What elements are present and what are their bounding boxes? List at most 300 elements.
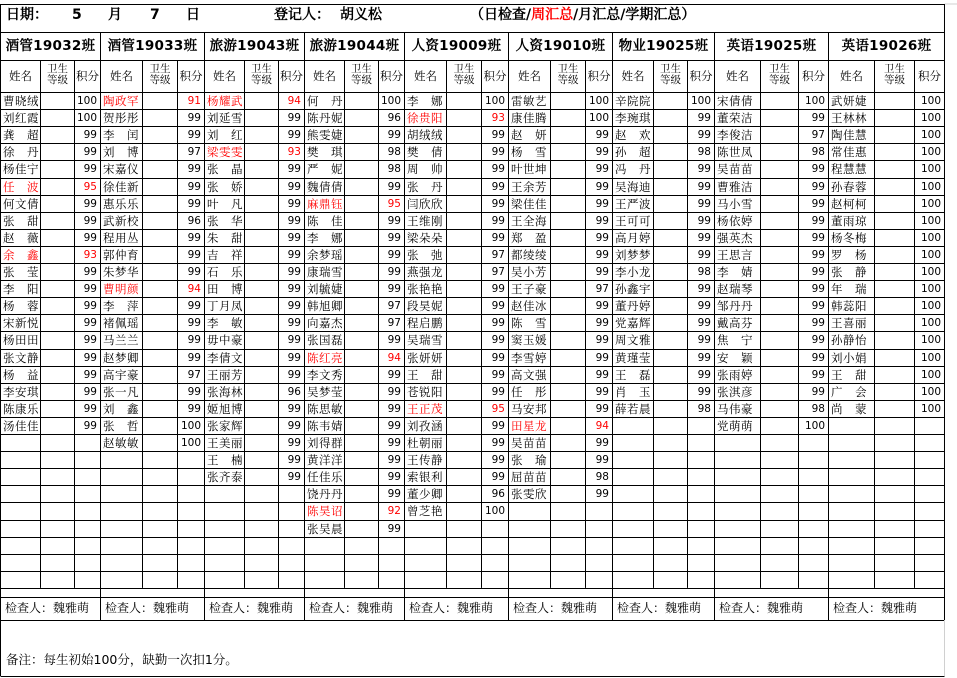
hygiene-cell[interactable] bbox=[875, 247, 914, 263]
student-score[interactable]: 98 bbox=[697, 403, 711, 415]
hygiene-cell[interactable] bbox=[447, 469, 481, 485]
student-name[interactable]: 张吴晨 bbox=[307, 522, 343, 536]
student-score[interactable]: 99 bbox=[811, 232, 825, 244]
student-name[interactable]: 年 瑞 bbox=[831, 282, 867, 296]
student-name[interactable]: 孙 超 bbox=[615, 145, 651, 159]
hygiene-cell[interactable] bbox=[551, 350, 585, 366]
student-score[interactable]: 99 bbox=[83, 198, 97, 210]
student-score[interactable]: 99 bbox=[811, 317, 825, 329]
student-score[interactable]: 99 bbox=[187, 386, 201, 398]
student-score[interactable]: 100 bbox=[920, 403, 941, 415]
hygiene-cell[interactable] bbox=[41, 298, 74, 314]
student-score[interactable]: 99 bbox=[491, 386, 505, 398]
hygiene-cell[interactable] bbox=[345, 213, 378, 229]
student-score[interactable]: 100 bbox=[920, 146, 941, 158]
student-score[interactable]: 99 bbox=[491, 215, 505, 227]
student-score[interactable]: 99 bbox=[387, 129, 401, 141]
student-name[interactable]: 王喜丽 bbox=[831, 316, 867, 330]
student-name[interactable]: 王余芳 bbox=[511, 180, 547, 194]
student-name[interactable]: 孙春蓉 bbox=[831, 180, 867, 194]
hygiene-cell[interactable] bbox=[875, 401, 914, 417]
hygiene-cell[interactable] bbox=[41, 281, 74, 297]
student-name[interactable]: 李俊洁 bbox=[717, 128, 753, 142]
hygiene-cell[interactable] bbox=[654, 144, 687, 160]
student-score[interactable]: 99 bbox=[595, 386, 609, 398]
student-score[interactable]: 99 bbox=[697, 386, 711, 398]
student-score[interactable]: 99 bbox=[187, 300, 201, 312]
student-name[interactable]: 辛院院 bbox=[615, 94, 651, 108]
student-score[interactable]: 99 bbox=[287, 129, 301, 141]
student-score[interactable]: 99 bbox=[287, 249, 301, 261]
hygiene-cell[interactable] bbox=[875, 281, 914, 297]
student-score[interactable]: 100 bbox=[920, 283, 941, 295]
hygiene-cell[interactable] bbox=[875, 110, 914, 126]
hygiene-cell[interactable] bbox=[345, 161, 378, 177]
student-score[interactable]: 99 bbox=[697, 215, 711, 227]
student-score[interactable]: 97 bbox=[187, 146, 201, 158]
student-score[interactable]: 99 bbox=[287, 334, 301, 346]
student-score[interactable]: 99 bbox=[83, 232, 97, 244]
student-name[interactable]: 焦 宁 bbox=[717, 333, 753, 347]
student-score[interactable]: 97 bbox=[491, 249, 505, 261]
student-score[interactable]: 98 bbox=[697, 266, 711, 278]
student-score[interactable]: 94 bbox=[595, 420, 609, 432]
student-name[interactable]: 马安邦 bbox=[511, 402, 547, 416]
student-name[interactable]: 李 敏 bbox=[207, 316, 243, 330]
hygiene-cell[interactable] bbox=[875, 332, 914, 348]
student-score[interactable]: 99 bbox=[811, 163, 825, 175]
hygiene-cell[interactable] bbox=[551, 110, 585, 126]
student-name[interactable]: 陈 佳 bbox=[307, 214, 343, 228]
student-name[interactable]: 胡绒绒 bbox=[407, 128, 443, 142]
student-score[interactable]: 100 bbox=[920, 317, 941, 329]
hygiene-cell[interactable] bbox=[875, 127, 914, 143]
student-score[interactable]: 99 bbox=[83, 283, 97, 295]
student-name[interactable]: 董少卿 bbox=[407, 487, 443, 501]
hygiene-cell[interactable] bbox=[761, 93, 798, 109]
hygiene-cell[interactable] bbox=[245, 332, 278, 348]
student-score[interactable]: 96 bbox=[387, 112, 401, 124]
student-name[interactable]: 程用丛 bbox=[103, 231, 139, 245]
hygiene-cell[interactable] bbox=[345, 179, 378, 195]
student-name[interactable]: 张 静 bbox=[831, 265, 867, 279]
hygiene-cell[interactable] bbox=[41, 332, 74, 348]
student-score[interactable]: 99 bbox=[387, 471, 401, 483]
student-name[interactable]: 王 楠 bbox=[207, 453, 243, 467]
student-name[interactable]: 李雪婷 bbox=[511, 351, 547, 365]
student-score[interactable]: 100 bbox=[920, 300, 941, 312]
hygiene-cell[interactable] bbox=[447, 161, 481, 177]
student-score[interactable]: 99 bbox=[83, 386, 97, 398]
student-name[interactable]: 张海林 bbox=[207, 385, 243, 399]
hygiene-cell[interactable] bbox=[345, 230, 378, 246]
student-name[interactable]: 韩蕊阳 bbox=[831, 299, 867, 313]
student-name[interactable]: 杨佳宁 bbox=[3, 162, 39, 176]
student-name[interactable]: 广 会 bbox=[831, 385, 867, 399]
student-name[interactable]: 杨田田 bbox=[3, 333, 39, 347]
student-score[interactable]: 99 bbox=[83, 215, 97, 227]
hygiene-cell[interactable] bbox=[447, 213, 481, 229]
student-name[interactable]: 张国磊 bbox=[307, 333, 343, 347]
student-name[interactable]: 刘延雪 bbox=[207, 111, 243, 125]
hygiene-cell[interactable] bbox=[143, 350, 177, 366]
hygiene-cell[interactable] bbox=[245, 213, 278, 229]
hygiene-cell[interactable] bbox=[551, 196, 585, 212]
student-score[interactable]: 97 bbox=[491, 266, 505, 278]
student-name[interactable]: 雷敏艺 bbox=[511, 94, 547, 108]
hygiene-cell[interactable] bbox=[41, 264, 74, 280]
student-name[interactable]: 曹雅洁 bbox=[717, 180, 753, 194]
student-score[interactable]: 100 bbox=[920, 386, 941, 398]
student-name[interactable]: 杨耀武 bbox=[207, 94, 243, 108]
student-name[interactable]: 叶 凡 bbox=[207, 197, 243, 211]
student-name[interactable]: 王丽芳 bbox=[207, 368, 243, 382]
hygiene-cell[interactable] bbox=[875, 264, 914, 280]
hygiene-cell[interactable] bbox=[245, 315, 278, 331]
hygiene-cell[interactable] bbox=[761, 213, 798, 229]
student-score[interactable]: 98 bbox=[697, 146, 711, 158]
student-score[interactable]: 99 bbox=[387, 420, 401, 432]
student-score[interactable]: 99 bbox=[811, 112, 825, 124]
student-score[interactable]: 99 bbox=[83, 129, 97, 141]
student-name[interactable]: 叶世坤 bbox=[511, 162, 547, 176]
student-score[interactable]: 100 bbox=[920, 198, 941, 210]
student-name[interactable]: 余梦瑶 bbox=[307, 248, 343, 262]
hygiene-cell[interactable] bbox=[447, 247, 481, 263]
hygiene-cell[interactable] bbox=[345, 127, 378, 143]
student-score[interactable]: 99 bbox=[287, 471, 301, 483]
student-score[interactable]: 94 bbox=[387, 352, 401, 364]
hygiene-cell[interactable] bbox=[447, 110, 481, 126]
student-score[interactable]: 99 bbox=[491, 334, 505, 346]
hygiene-cell[interactable] bbox=[345, 452, 378, 468]
student-score[interactable]: 99 bbox=[83, 369, 97, 381]
hygiene-cell[interactable] bbox=[447, 503, 481, 519]
student-score[interactable]: 99 bbox=[491, 146, 505, 158]
student-score[interactable]: 99 bbox=[287, 266, 301, 278]
student-name[interactable]: 吴瑞雪 bbox=[407, 333, 443, 347]
student-name[interactable]: 苍锐阳 bbox=[407, 385, 443, 399]
student-score[interactable]: 99 bbox=[491, 232, 505, 244]
hygiene-cell[interactable] bbox=[551, 247, 585, 263]
student-score[interactable]: 99 bbox=[83, 352, 97, 364]
student-score[interactable]: 99 bbox=[595, 249, 609, 261]
hygiene-cell[interactable] bbox=[143, 281, 177, 297]
student-name[interactable]: 魏倩倩 bbox=[307, 180, 343, 194]
student-name[interactable]: 李 娜 bbox=[307, 231, 343, 245]
hygiene-cell[interactable] bbox=[654, 196, 687, 212]
student-score[interactable]: 99 bbox=[811, 181, 825, 193]
student-score[interactable]: 99 bbox=[387, 181, 401, 193]
student-score[interactable]: 99 bbox=[187, 181, 201, 193]
student-name[interactable]: 程启鹏 bbox=[407, 316, 443, 330]
hygiene-cell[interactable] bbox=[761, 179, 798, 195]
student-name[interactable]: 吉 祥 bbox=[207, 248, 243, 262]
hygiene-cell[interactable] bbox=[447, 298, 481, 314]
student-score[interactable]: 99 bbox=[811, 215, 825, 227]
hygiene-cell[interactable] bbox=[345, 435, 378, 451]
student-score[interactable]: 99 bbox=[491, 454, 505, 466]
student-name[interactable]: 薛若晨 bbox=[615, 402, 651, 416]
student-name[interactable]: 杜朝丽 bbox=[407, 436, 443, 450]
hygiene-cell[interactable] bbox=[875, 213, 914, 229]
student-name[interactable]: 宋倩倩 bbox=[717, 94, 753, 108]
hygiene-cell[interactable] bbox=[345, 196, 378, 212]
hygiene-cell[interactable] bbox=[551, 179, 585, 195]
student-score[interactable]: 96 bbox=[287, 386, 301, 398]
student-name[interactable]: 杨 益 bbox=[3, 368, 39, 382]
hygiene-cell[interactable] bbox=[761, 161, 798, 177]
student-name[interactable]: 李 萍 bbox=[103, 299, 139, 313]
hygiene-cell[interactable] bbox=[245, 144, 278, 160]
hygiene-cell[interactable] bbox=[447, 179, 481, 195]
hygiene-cell[interactable] bbox=[551, 161, 585, 177]
student-name[interactable]: 向嘉杰 bbox=[307, 316, 343, 330]
student-name[interactable]: 张妍妍 bbox=[407, 351, 443, 365]
student-score[interactable]: 99 bbox=[387, 283, 401, 295]
student-score[interactable]: 100 bbox=[804, 95, 825, 107]
hygiene-cell[interactable] bbox=[41, 350, 74, 366]
hygiene-cell[interactable] bbox=[551, 230, 585, 246]
student-score[interactable]: 99 bbox=[697, 283, 711, 295]
hygiene-cell[interactable] bbox=[654, 315, 687, 331]
student-name[interactable]: 张雯欣 bbox=[511, 487, 547, 501]
student-name[interactable]: 杨 蓉 bbox=[3, 299, 39, 313]
student-score[interactable]: 99 bbox=[287, 283, 301, 295]
student-score[interactable]: 99 bbox=[595, 129, 609, 141]
hygiene-cell[interactable] bbox=[245, 93, 278, 109]
hygiene-cell[interactable] bbox=[761, 110, 798, 126]
student-score[interactable]: 99 bbox=[811, 369, 825, 381]
student-name[interactable]: 武妍婕 bbox=[831, 94, 867, 108]
student-name[interactable]: 高宇豪 bbox=[103, 368, 139, 382]
student-name[interactable]: 李琬琪 bbox=[615, 111, 651, 125]
student-name[interactable]: 熊雯婕 bbox=[307, 128, 343, 142]
hygiene-cell[interactable] bbox=[245, 179, 278, 195]
student-score[interactable]: 100 bbox=[920, 232, 941, 244]
hygiene-cell[interactable] bbox=[447, 144, 481, 160]
hygiene-cell[interactable] bbox=[143, 144, 177, 160]
hygiene-cell[interactable] bbox=[143, 247, 177, 263]
student-score[interactable]: 99 bbox=[187, 232, 201, 244]
student-score[interactable]: 99 bbox=[595, 181, 609, 193]
student-score[interactable]: 99 bbox=[595, 369, 609, 381]
student-score[interactable]: 99 bbox=[387, 266, 401, 278]
hygiene-cell[interactable] bbox=[654, 110, 687, 126]
hygiene-cell[interactable] bbox=[345, 384, 378, 400]
student-score[interactable]: 99 bbox=[811, 300, 825, 312]
hygiene-cell[interactable] bbox=[551, 127, 585, 143]
hygiene-cell[interactable] bbox=[875, 298, 914, 314]
student-name[interactable]: 石 乐 bbox=[207, 265, 243, 279]
hygiene-cell[interactable] bbox=[345, 93, 378, 109]
student-score[interactable]: 99 bbox=[287, 317, 301, 329]
hygiene-cell[interactable] bbox=[345, 521, 378, 537]
student-name[interactable]: 武新校 bbox=[103, 214, 139, 228]
hygiene-cell[interactable] bbox=[761, 367, 798, 383]
student-name[interactable]: 赵敏敏 bbox=[103, 436, 139, 450]
student-score[interactable]: 99 bbox=[187, 249, 201, 261]
student-score[interactable]: 99 bbox=[287, 198, 301, 210]
student-score[interactable]: 99 bbox=[697, 317, 711, 329]
student-score[interactable]: 99 bbox=[387, 437, 401, 449]
student-name[interactable]: 惠乐乐 bbox=[103, 197, 139, 211]
student-name[interactable]: 周 帅 bbox=[407, 162, 443, 176]
student-score[interactable]: 100 bbox=[180, 420, 201, 432]
hygiene-cell[interactable] bbox=[447, 486, 481, 502]
hygiene-cell[interactable] bbox=[345, 486, 378, 502]
hygiene-cell[interactable] bbox=[345, 503, 378, 519]
hygiene-cell[interactable] bbox=[875, 315, 914, 331]
student-name[interactable]: 吴苗苗 bbox=[717, 162, 753, 176]
hygiene-cell[interactable] bbox=[654, 179, 687, 195]
student-score[interactable]: 99 bbox=[387, 369, 401, 381]
hygiene-cell[interactable] bbox=[447, 315, 481, 331]
student-name[interactable]: 党嘉辉 bbox=[615, 316, 651, 330]
student-score[interactable]: 99 bbox=[595, 232, 609, 244]
hygiene-cell[interactable] bbox=[143, 93, 177, 109]
hygiene-cell[interactable] bbox=[143, 367, 177, 383]
student-score[interactable]: 99 bbox=[697, 112, 711, 124]
student-score[interactable]: 99 bbox=[387, 386, 401, 398]
hygiene-cell[interactable] bbox=[345, 315, 378, 331]
student-score[interactable]: 100 bbox=[588, 95, 609, 107]
student-name[interactable]: 宋新悦 bbox=[3, 316, 39, 330]
student-name[interactable]: 郭仲育 bbox=[103, 248, 139, 262]
hygiene-cell[interactable] bbox=[143, 127, 177, 143]
hygiene-cell[interactable] bbox=[654, 161, 687, 177]
hygiene-cell[interactable] bbox=[345, 110, 378, 126]
student-name[interactable]: 王传静 bbox=[407, 453, 443, 467]
student-name[interactable]: 罗 杨 bbox=[831, 248, 867, 262]
student-score[interactable]: 99 bbox=[697, 369, 711, 381]
student-name[interactable]: 尚 蒙 bbox=[831, 402, 867, 416]
student-score[interactable]: 99 bbox=[83, 163, 97, 175]
hygiene-cell[interactable] bbox=[245, 435, 278, 451]
student-name[interactable]: 屈苗苗 bbox=[511, 470, 547, 484]
hygiene-cell[interactable] bbox=[245, 350, 278, 366]
hygiene-cell[interactable] bbox=[447, 452, 481, 468]
student-name[interactable]: 张 华 bbox=[207, 214, 243, 228]
student-score[interactable]: 99 bbox=[491, 300, 505, 312]
student-name[interactable]: 曾芝艳 bbox=[407, 504, 443, 518]
student-score[interactable]: 99 bbox=[187, 163, 201, 175]
student-name[interactable]: 董雨琼 bbox=[831, 214, 867, 228]
student-score[interactable]: 99 bbox=[595, 300, 609, 312]
hygiene-cell[interactable] bbox=[875, 384, 914, 400]
student-score[interactable]: 99 bbox=[387, 488, 401, 500]
student-score[interactable]: 94 bbox=[287, 95, 301, 107]
student-name[interactable]: 张 丹 bbox=[407, 180, 443, 194]
student-score[interactable]: 99 bbox=[595, 454, 609, 466]
student-score[interactable]: 95 bbox=[491, 403, 505, 415]
hygiene-cell[interactable] bbox=[345, 144, 378, 160]
student-name[interactable]: 赵柯柯 bbox=[831, 197, 867, 211]
student-name[interactable]: 张 弛 bbox=[407, 248, 443, 262]
student-name[interactable]: 陈思敏 bbox=[307, 402, 343, 416]
student-score[interactable]: 100 bbox=[588, 112, 609, 124]
student-score[interactable]: 99 bbox=[387, 523, 401, 535]
hygiene-cell[interactable] bbox=[654, 213, 687, 229]
student-score[interactable]: 100 bbox=[920, 215, 941, 227]
hygiene-cell[interactable] bbox=[551, 144, 585, 160]
student-name[interactable]: 黄瑾莹 bbox=[615, 351, 651, 365]
hygiene-cell[interactable] bbox=[654, 281, 687, 297]
student-score[interactable]: 99 bbox=[811, 334, 825, 346]
hygiene-cell[interactable] bbox=[447, 367, 481, 383]
student-name[interactable]: 董丹婷 bbox=[615, 299, 651, 313]
student-score[interactable]: 100 bbox=[76, 95, 97, 107]
hygiene-cell[interactable] bbox=[143, 161, 177, 177]
student-score[interactable]: 99 bbox=[491, 198, 505, 210]
hygiene-cell[interactable] bbox=[761, 247, 798, 263]
student-name[interactable]: 李 娜 bbox=[407, 94, 443, 108]
student-name[interactable]: 安 颖 bbox=[717, 351, 753, 365]
student-score[interactable]: 100 bbox=[920, 266, 941, 278]
student-score[interactable]: 99 bbox=[697, 232, 711, 244]
student-score[interactable]: 99 bbox=[387, 215, 401, 227]
student-name[interactable]: 刘梦梦 bbox=[615, 248, 651, 262]
hygiene-cell[interactable] bbox=[41, 401, 74, 417]
student-name[interactable]: 程慧慧 bbox=[831, 162, 867, 176]
student-score[interactable]: 99 bbox=[187, 334, 201, 346]
hygiene-cell[interactable] bbox=[143, 435, 177, 451]
student-score[interactable]: 100 bbox=[484, 505, 505, 517]
student-name[interactable]: 陈康乐 bbox=[3, 402, 39, 416]
hygiene-cell[interactable] bbox=[761, 298, 798, 314]
hygiene-cell[interactable] bbox=[654, 264, 687, 280]
student-score[interactable]: 99 bbox=[387, 454, 401, 466]
hygiene-cell[interactable] bbox=[654, 298, 687, 314]
student-name[interactable]: 燕强龙 bbox=[407, 265, 443, 279]
hygiene-cell[interactable] bbox=[143, 179, 177, 195]
hygiene-cell[interactable] bbox=[551, 384, 585, 400]
student-score[interactable]: 99 bbox=[287, 300, 301, 312]
hygiene-cell[interactable] bbox=[345, 401, 378, 417]
student-name[interactable]: 王 甜 bbox=[407, 368, 443, 382]
student-score[interactable]: 100 bbox=[180, 437, 201, 449]
student-score[interactable]: 99 bbox=[387, 334, 401, 346]
hygiene-cell[interactable] bbox=[551, 401, 585, 417]
hygiene-cell[interactable] bbox=[761, 350, 798, 366]
student-name[interactable]: 王美丽 bbox=[207, 436, 243, 450]
student-name[interactable]: 饶丹丹 bbox=[307, 487, 343, 501]
student-name[interactable]: 康瑞雪 bbox=[307, 265, 343, 279]
hygiene-cell[interactable] bbox=[143, 196, 177, 212]
student-name[interactable]: 陶佳慧 bbox=[831, 128, 867, 142]
hygiene-cell[interactable] bbox=[345, 264, 378, 280]
student-score[interactable]: 99 bbox=[491, 163, 505, 175]
hygiene-cell[interactable] bbox=[41, 110, 74, 126]
student-name[interactable]: 王林林 bbox=[831, 111, 867, 125]
student-name[interactable]: 索银利 bbox=[407, 470, 443, 484]
student-name[interactable]: 李 闰 bbox=[103, 128, 139, 142]
student-name[interactable]: 陈丹妮 bbox=[307, 111, 343, 125]
hygiene-cell[interactable] bbox=[551, 281, 585, 297]
hygiene-cell[interactable] bbox=[345, 469, 378, 485]
hygiene-cell[interactable] bbox=[447, 435, 481, 451]
student-name[interactable]: 王子豪 bbox=[511, 282, 547, 296]
hygiene-cell[interactable] bbox=[654, 247, 687, 263]
hygiene-cell[interactable] bbox=[551, 315, 585, 331]
hygiene-cell[interactable] bbox=[447, 264, 481, 280]
student-name[interactable]: 张 晶 bbox=[207, 162, 243, 176]
student-score[interactable]: 99 bbox=[595, 334, 609, 346]
student-name[interactable]: 冯 丹 bbox=[615, 162, 651, 176]
student-name[interactable]: 朱 甜 bbox=[207, 231, 243, 245]
student-score[interactable]: 99 bbox=[595, 403, 609, 415]
student-name[interactable]: 赵 薇 bbox=[3, 231, 39, 245]
